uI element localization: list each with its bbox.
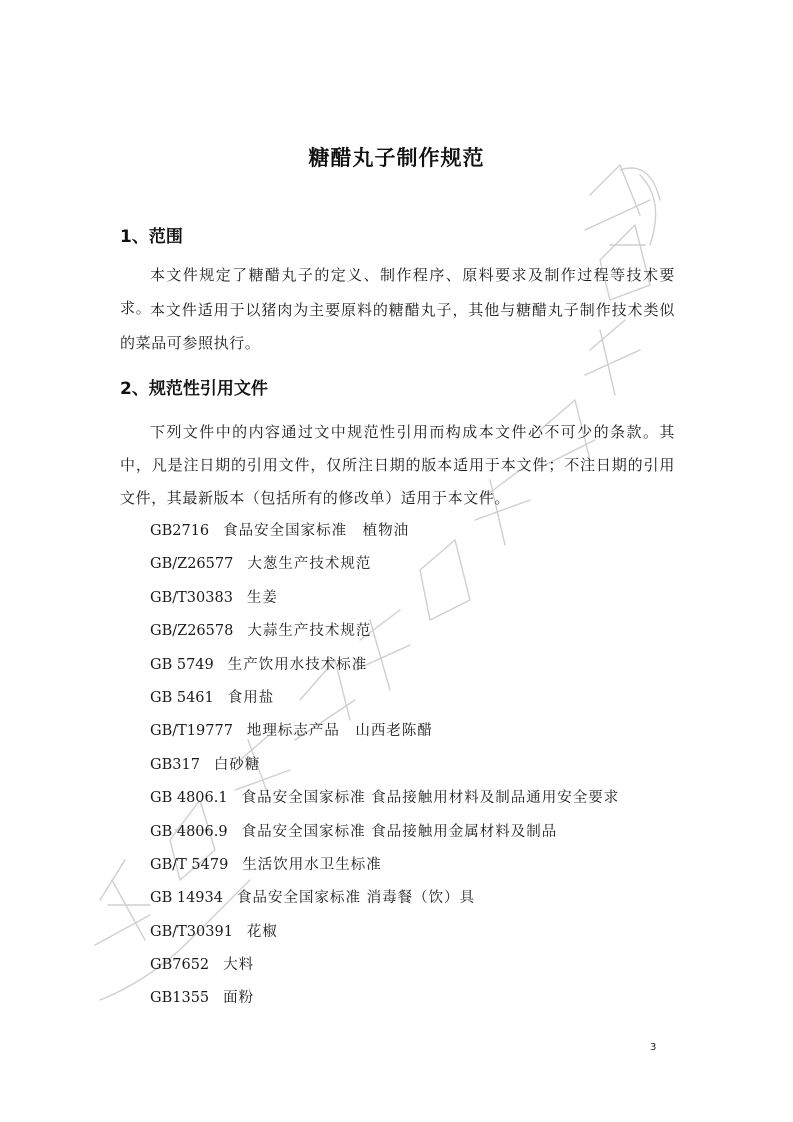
reference-item — [150, 749, 710, 782]
reference-item — [150, 816, 710, 849]
reference-title: 花椒 — [246, 923, 278, 940]
reference-title: 白砂糖 — [213, 756, 261, 773]
reference-item — [150, 548, 710, 581]
page-title: 糖醋丸子制作规范 — [308, 146, 485, 170]
section-heading-normative-references: 2、规范性引用文件 — [120, 379, 268, 399]
reference-item — [150, 882, 710, 915]
reference-code: GB/T30391 — [150, 923, 233, 940]
reference-title: 面粉 — [223, 990, 255, 1007]
reference-title: 地理标志产品 山西老陈醋 — [246, 723, 433, 740]
reference-title: 食用盐 — [227, 689, 275, 706]
reference-item — [150, 615, 710, 648]
reference-item — [150, 515, 710, 548]
reference-title: 大蒜生产技术规范 — [247, 623, 372, 640]
reference-item — [150, 982, 710, 1015]
reference-title: 大料 — [223, 957, 255, 974]
reference-code: GB7652 — [150, 957, 210, 974]
reference-item — [150, 849, 710, 882]
reference-title: 食品安全国家标准 食品接触用金属材料及制品 — [241, 823, 558, 840]
scope-paragraph-2: 本文件适用于以猪肉为主要原料的糖醋丸子，其他与糖醋丸子制作技术类似的菜品可参照执行。 — [120, 301, 675, 352]
reference-item — [150, 949, 710, 982]
reference-item — [150, 582, 710, 615]
reference-title: 生活饮用水卫生标准 — [242, 856, 382, 873]
section-heading-scope: 1、范围 — [120, 227, 183, 247]
reference-code: GB/Z26578 — [150, 623, 234, 640]
reference-title: 食品安全国家标准 食品接触用材料及制品通用安全要求 — [241, 790, 620, 807]
reference-code: GB1355 — [150, 990, 210, 1007]
reference-item — [150, 715, 710, 748]
scope-paragraph-1: 本文件规定了糖醋丸子的定义、制作程序、原料要求及制作过程等技术要求。 — [120, 266, 675, 317]
reference-code: GB 5461 — [150, 689, 214, 706]
reference-item — [150, 782, 710, 815]
reference-code: GB 5749 — [150, 656, 214, 673]
reference-code: GB 4806.9 — [150, 823, 228, 840]
reference-code: GB/Z26577 — [150, 556, 234, 573]
reference-list — [150, 515, 710, 1016]
reference-title: 生产饮用水技术标准 — [227, 656, 368, 673]
reference-code: GB 14934 — [150, 890, 223, 907]
page-number: 3 — [650, 1042, 657, 1053]
reference-item — [150, 682, 710, 715]
references-intro-paragraph: 下列文件中的内容通过文中规范性引用而构成本文件必不可少的条款。其中，凡是注日期的引用文件，仅所注日期的版本适用于本文件；不注日期的引用文件，其最新版本（包括所有的修改单）适用于本文件。 — [120, 423, 675, 507]
reference-title: 生姜 — [246, 589, 278, 606]
reference-code: GB/T19777 — [150, 723, 233, 740]
reference-code: GB/T 5479 — [150, 856, 229, 873]
reference-code: GB 4806.1 — [150, 790, 228, 807]
reference-code: GB317 — [150, 756, 200, 773]
reference-item — [150, 916, 710, 949]
reference-item — [150, 649, 710, 682]
reference-code: GB2716 — [150, 523, 210, 539]
reference-title: 食品安全国家标准 消毒餐（饮）具 — [236, 890, 476, 907]
reference-title: 大葱生产技术规范 — [247, 556, 372, 573]
reference-code: GB/T30383 — [150, 589, 233, 606]
reference-title: 食品安全国家标准 植物油 — [223, 523, 410, 539]
